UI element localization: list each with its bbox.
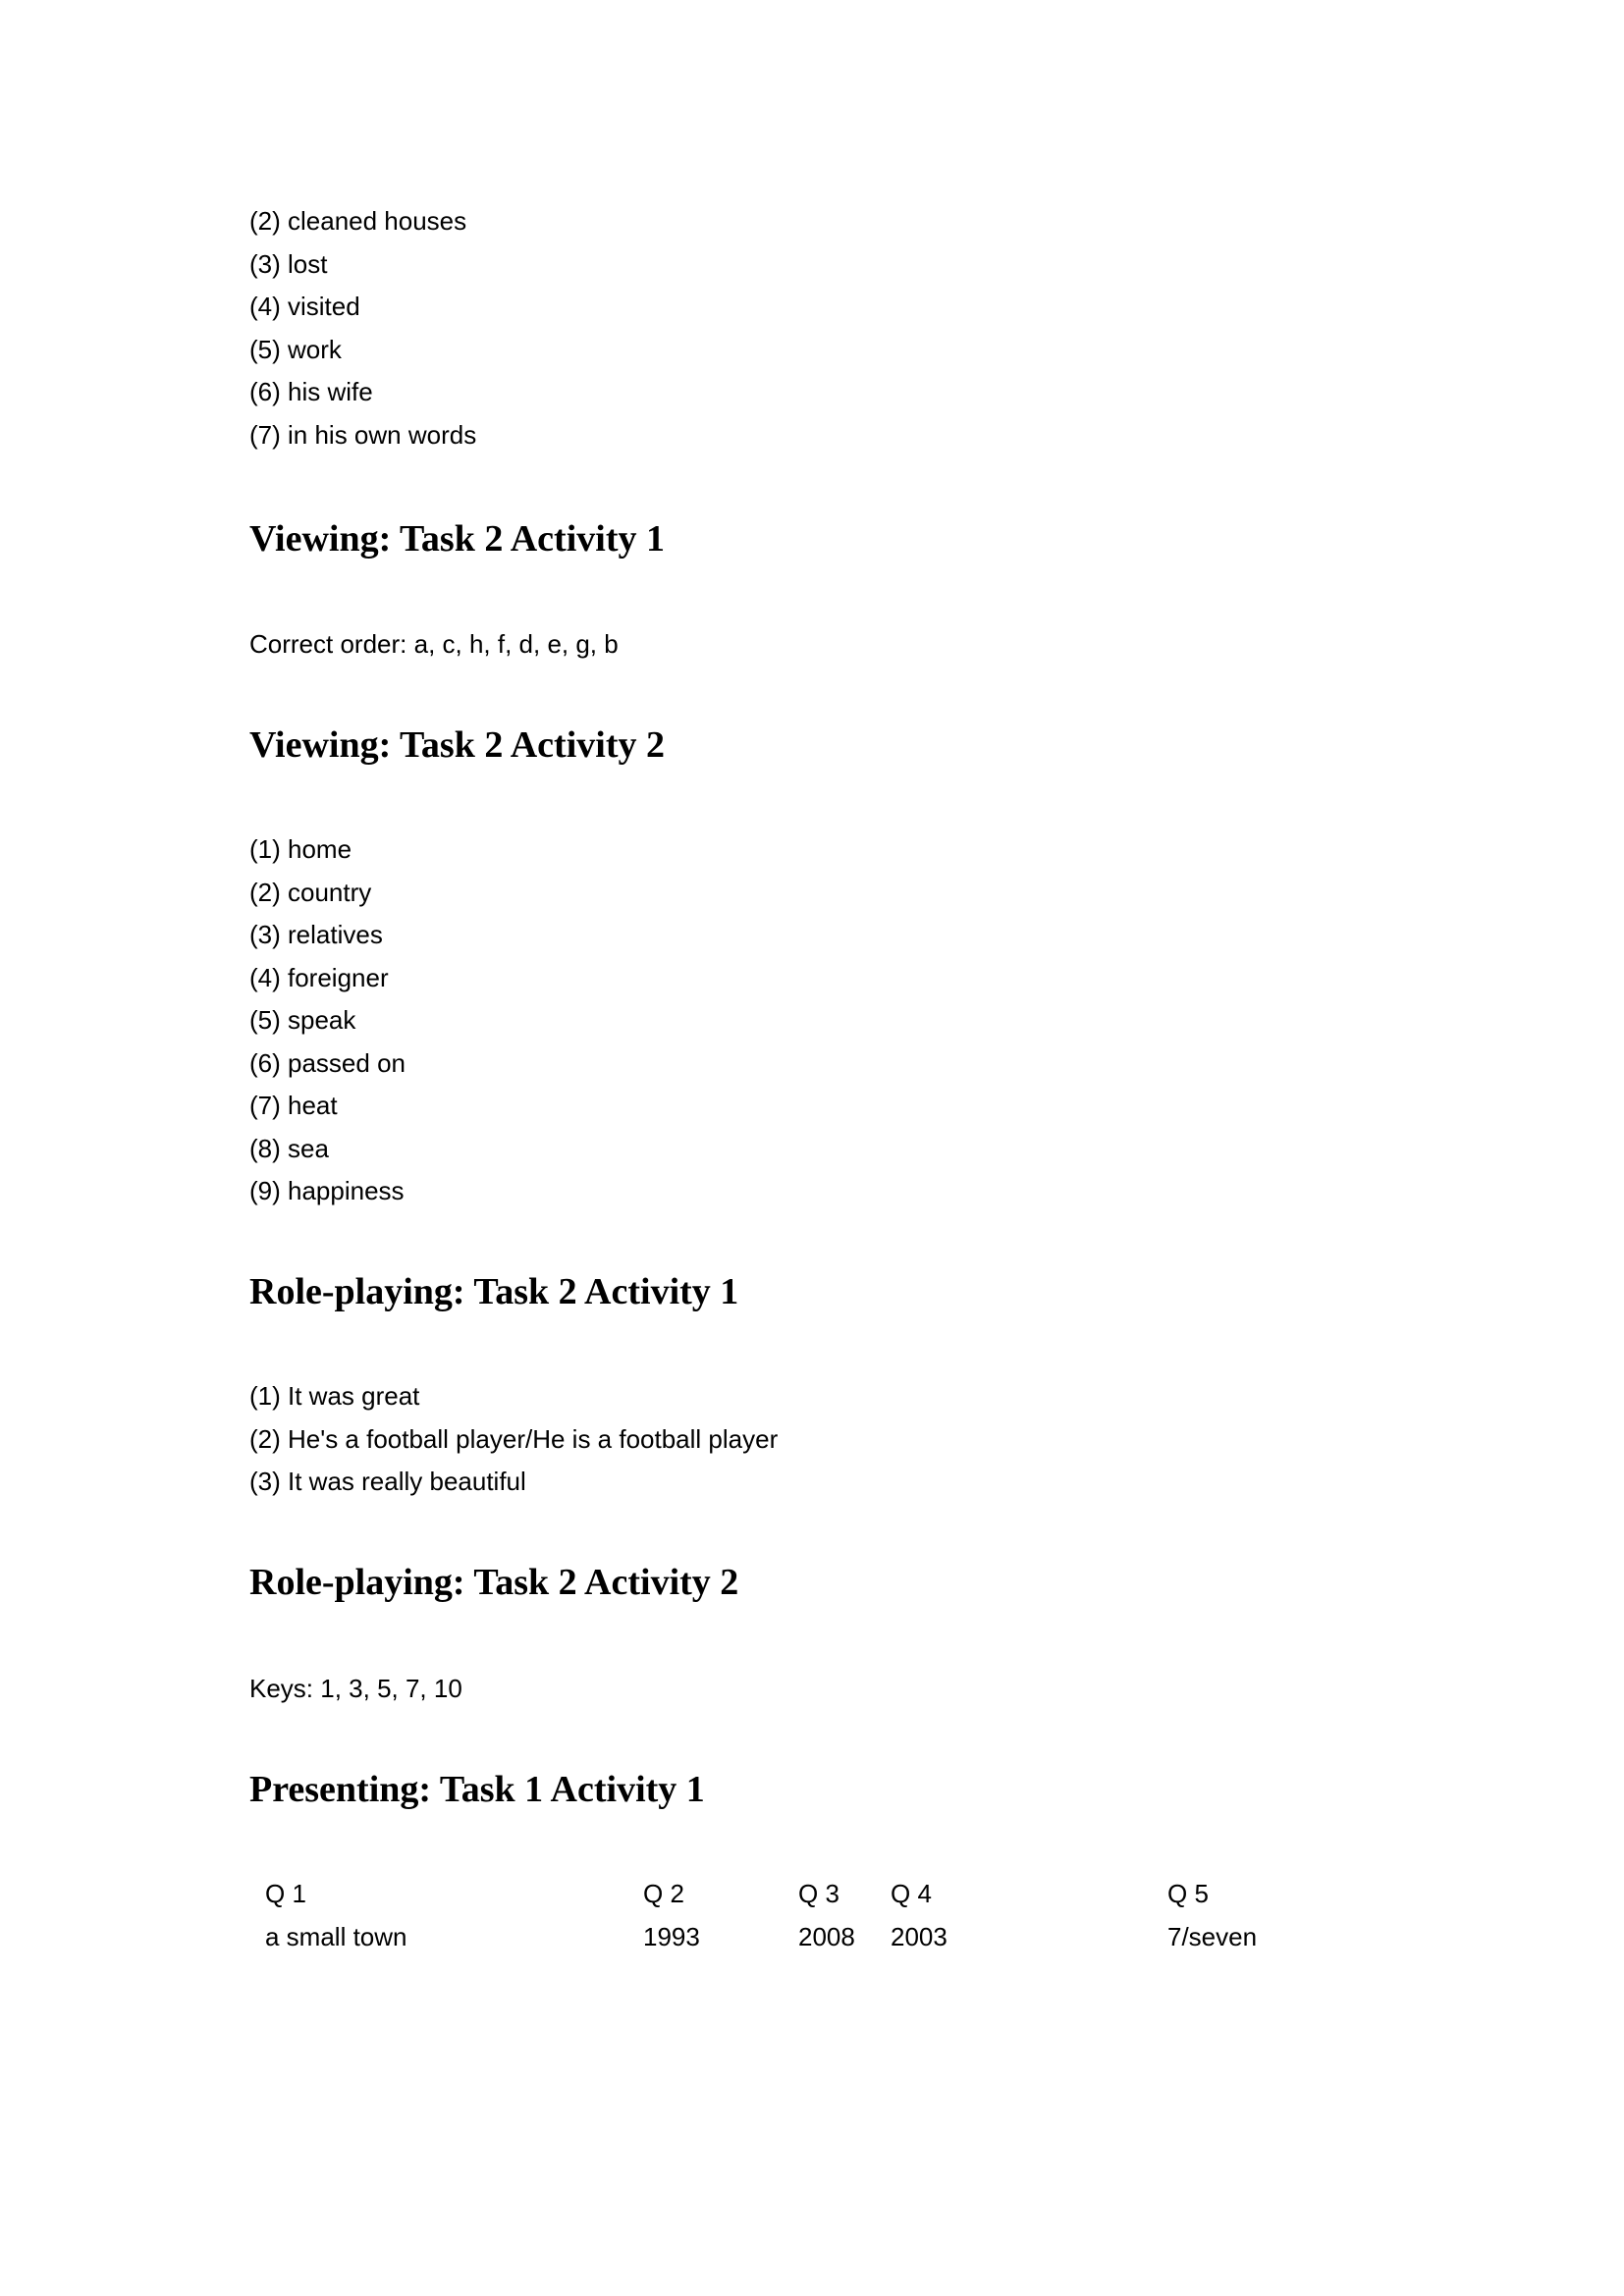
table-cell: a small town <box>265 1921 407 1951</box>
table-header-cell: Q 1 <box>265 1879 306 1908</box>
viewing-task2-activity2-answer-list <box>249 828 406 1213</box>
list-item: (7) in his own words <box>249 419 477 450</box>
table-header-cell: Q 2 <box>643 1879 684 1908</box>
list-item: (6) passed on <box>249 1047 406 1078</box>
list-item: (3) It was really beautiful <box>249 1467 526 1496</box>
table-header-cell: Q 3 <box>798 1879 839 1908</box>
intro-answer-list <box>249 200 476 456</box>
roleplaying-task2-activity2-keys: Keys: 1, 3, 5, 7, 10 <box>249 1674 462 1703</box>
list-item: (1) It was great <box>249 1381 420 1411</box>
table-cell: 1993 <box>643 1921 700 1951</box>
list-item: (8) sea <box>249 1133 329 1163</box>
section-heading-presenting-task1-activity1: Presenting: Task 1 Activity 1 <box>249 1769 705 1810</box>
list-item: (9) happiness <box>249 1176 405 1205</box>
list-item: (5) speak <box>249 1005 356 1035</box>
list-item: (2) He's a football player/He is a football player <box>249 1423 779 1454</box>
table-header-row <box>265 1873 1345 1916</box>
viewing-task2-activity1-answer: Correct order: a, c, h, f, d, e, g, b <box>249 629 619 659</box>
list-item: (2) country <box>249 877 372 907</box>
table-cell: 7/seven <box>1167 1921 1258 1951</box>
presenting-answer-table <box>265 1873 1345 1958</box>
list-item: (3) relatives <box>249 920 383 949</box>
table-header-cell: Q 5 <box>1167 1879 1209 1908</box>
list-item: (4) visited <box>249 292 360 321</box>
table-row <box>265 1916 1345 1959</box>
table-cell: 2008 <box>798 1921 855 1951</box>
table-cell: 2003 <box>891 1921 947 1951</box>
roleplaying-task2-activity1-answer-list <box>249 1375 778 1504</box>
list-item: (7) heat <box>249 1091 338 1120</box>
section-heading-viewing-task2-activity2: Viewing: Task 2 Activity 2 <box>249 724 665 766</box>
list-item: (4) foreigner <box>249 962 389 992</box>
section-heading-roleplaying-task2-activity1: Role-playing: Task 2 Activity 1 <box>249 1271 739 1312</box>
list-item: (6) his wife <box>249 377 373 406</box>
list-item: (2) cleaned houses <box>249 206 467 236</box>
table-header-cell: Q 4 <box>891 1879 932 1908</box>
section-heading-viewing-task2-activity1: Viewing: Task 2 Activity 1 <box>249 518 665 560</box>
list-item: (5) work <box>249 334 342 364</box>
list-item: (1) home <box>249 834 352 864</box>
list-item: (3) lost <box>249 248 328 279</box>
section-heading-roleplaying-task2-activity2: Role-playing: Task 2 Activity 2 <box>249 1562 739 1603</box>
